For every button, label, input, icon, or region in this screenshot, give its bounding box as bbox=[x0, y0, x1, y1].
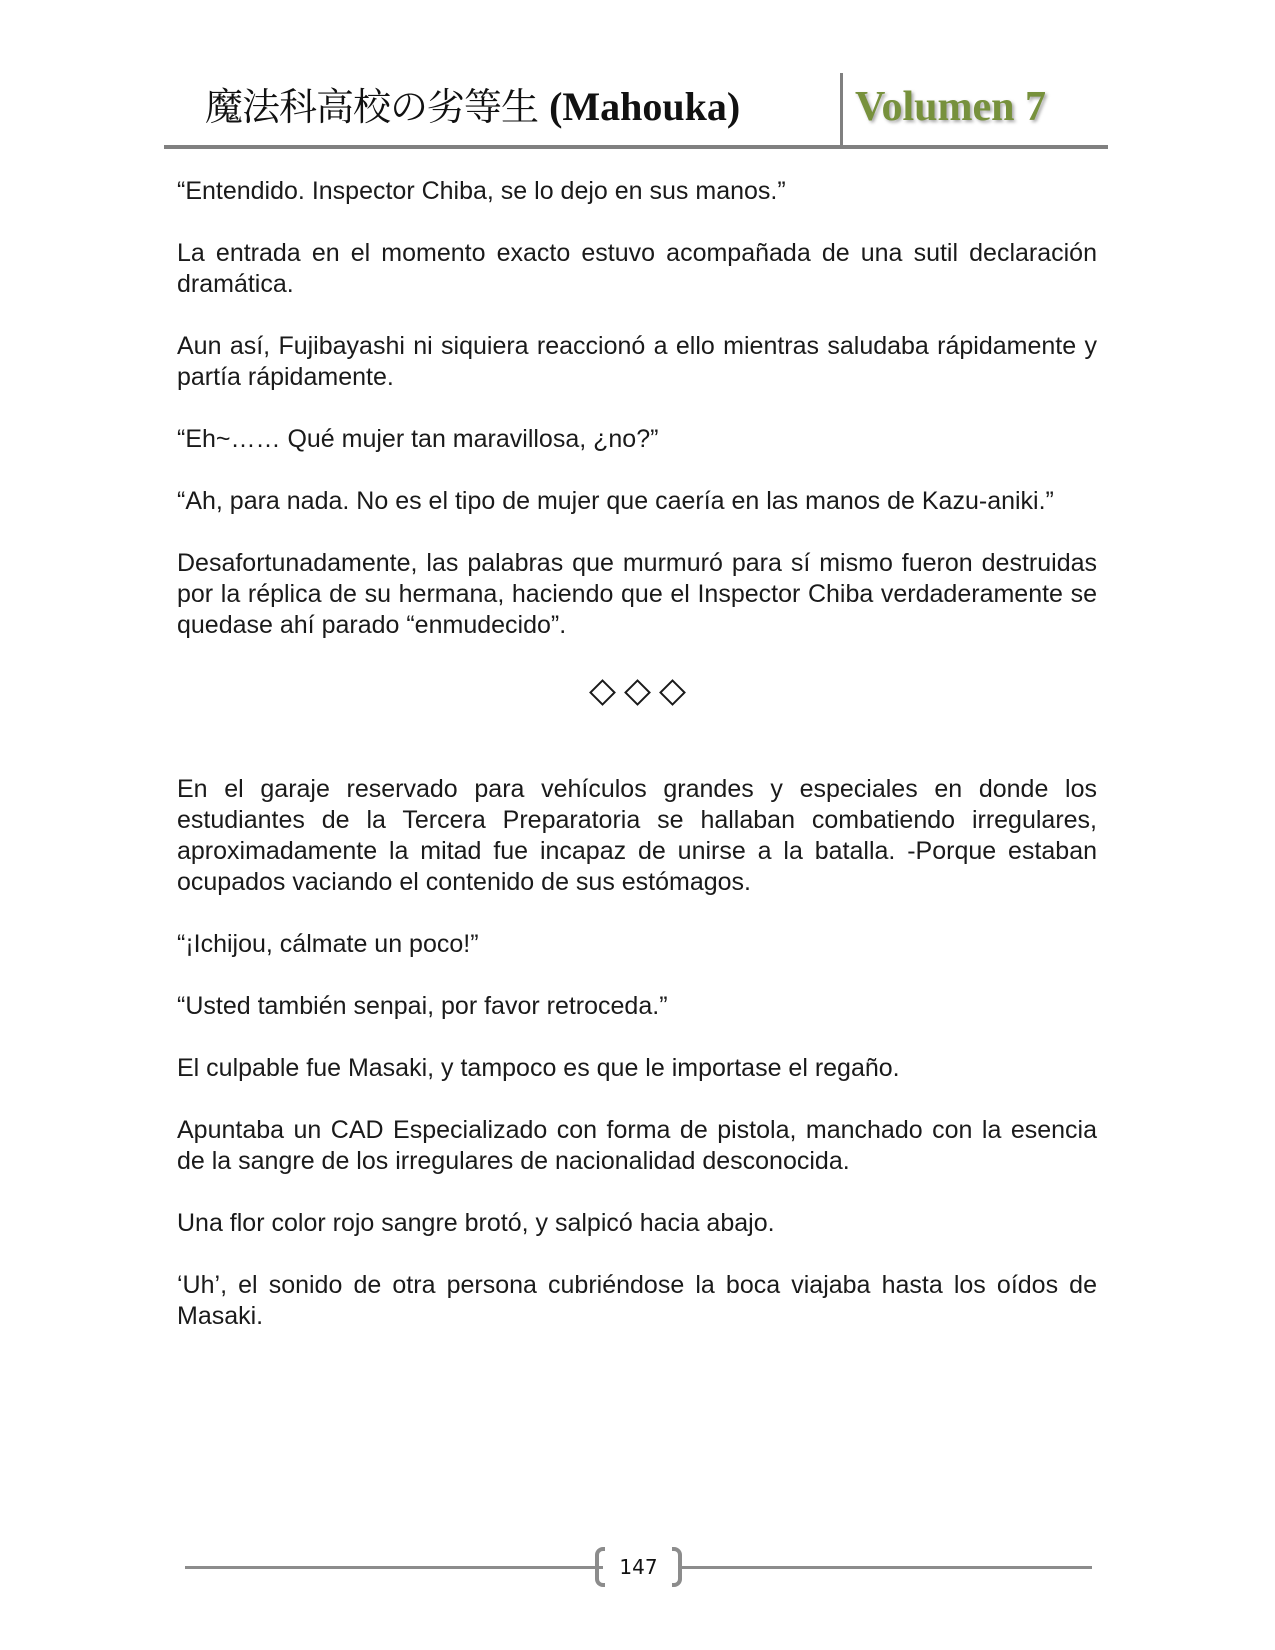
header-vertical-divider bbox=[840, 73, 843, 149]
paragraph: “Eh~…… Qué mujer tan maravillosa, ¿no?” bbox=[177, 425, 659, 453]
header-rule bbox=[164, 145, 1108, 149]
paragraph: Apuntaba un CAD Especializado con forma de pistola, manchado con la esencia de la sangre de los irregulares de nacionalidad desconocida. bbox=[177, 1116, 1097, 1175]
volume-label: Volumen 7 bbox=[855, 84, 1046, 130]
paragraph: ‘Uh’, el sonido de otra persona cubriéndose la boca viajaba hasta los oídos de Masaki. bbox=[177, 1271, 1097, 1330]
paragraph: “¡Ichijou, cálmate un poco!” bbox=[177, 930, 479, 958]
running-header-title bbox=[205, 82, 740, 132]
diamond-icon bbox=[659, 679, 686, 706]
diamond-icon bbox=[624, 679, 651, 706]
paragraph: “Entendido. Inspector Chiba, se lo dejo en sus manos.” bbox=[177, 177, 786, 205]
paragraph: En el garaje reservado para vehículos grandes y especiales en donde los estudiantes de la Tercera Preparatoria se hallaban combatiendo irregulares, aproximadamente la mitad fue incapaz de unirse a la batalla. -Porque estaban ocupados vaciando el contenido de sus estómagos. bbox=[177, 775, 1097, 896]
header-title-japanese: 魔法科高校の劣等生 bbox=[205, 85, 539, 129]
left-bracket-icon bbox=[595, 1547, 605, 1587]
paragraph: “Usted también senpai, por favor retroceda.” bbox=[177, 992, 668, 1020]
footer-rule-right bbox=[680, 1566, 1092, 1569]
diamond-icon bbox=[589, 679, 616, 706]
paragraph: Aun así, Fujibayashi ni siquiera reaccionó a ello mientras saludaba rápidamente y partía rápidamente. bbox=[177, 332, 1097, 391]
footer-rule-left bbox=[185, 1566, 603, 1569]
page-number: 147 bbox=[619, 1555, 658, 1579]
paragraph: “Ah, para nada. No es el tipo de mujer que caería en las manos de Kazu-aniki.” bbox=[177, 487, 1054, 515]
page-body bbox=[177, 176, 1097, 1363]
paragraph: Desafortunadamente, las palabras que murmuró para sí mismo fueron destruidas por la réplica de su hermana, haciendo que el Inspector Chiba verdaderamente se quedase ahí parado “enmudecido”. bbox=[177, 549, 1097, 639]
paragraph: Una flor color rojo sangre brotó, y salpicó hacia abajo. bbox=[177, 1209, 775, 1237]
paragraph: La entrada en el momento exacto estuvo acompañada de una sutil declaración dramática. bbox=[177, 239, 1097, 298]
scene-break-separator bbox=[177, 672, 1097, 712]
header-title-latin: (Mahouka) bbox=[549, 84, 741, 129]
paragraph: El culpable fue Masaki, y tampoco es que le importase el regaño. bbox=[177, 1054, 900, 1082]
